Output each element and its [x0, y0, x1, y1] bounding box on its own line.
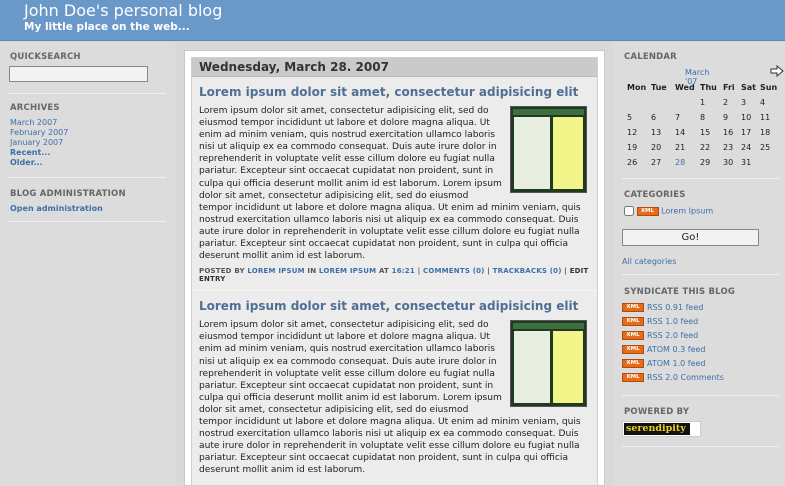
- calendar-day-31: 31: [741, 158, 752, 167]
- calendar-day-25: 25: [760, 143, 771, 152]
- calendar-day-15: 15: [700, 128, 711, 137]
- thumbnail-column: [514, 331, 550, 403]
- weekday-thu: Thu: [700, 83, 717, 92]
- calendar-day-20: 20: [651, 143, 662, 152]
- xml-feed-icon[interactable]: XML: [622, 345, 644, 354]
- thumbnail-sidebar: [553, 331, 583, 403]
- xml-feed-icon[interactable]: XML: [622, 331, 644, 340]
- feed-link-rss-10[interactable]: RSS 1.0 feed: [647, 317, 699, 326]
- xml-feed-icon[interactable]: XML: [637, 207, 659, 216]
- divider: [9, 93, 166, 94]
- admin-heading: BLOG ADMINISTRATION: [10, 189, 126, 199]
- entry-title[interactable]: Lorem ipsum dolor sit amet, consectetur adipisicing elit: [199, 85, 579, 99]
- time-link[interactable]: 16:21: [391, 267, 415, 276]
- xml-feed-icon[interactable]: XML: [622, 359, 644, 368]
- feed-row-rss-20: [622, 331, 698, 340]
- posted-by-label: POSTED BY: [199, 267, 245, 276]
- left-sidebar: [0, 42, 175, 486]
- feed-link-rss-20[interactable]: RSS 2.0 feed: [647, 331, 699, 340]
- entry-text: Lorem ipsum dolor sit amet, consectetur adipisicing elit, sed do eiusmod tempor incididunt ut labore et dolore magna aliqua. Ut enim ad minim veniam, quis nostrud exercitation ullamco laboris nisi ut aliquip ex ea commodo consequat. Duis aute irure dolor in reprehenderit in voluptate velit esse cillum dolore eu fugiat nulla pariatur. Excepteur sint occaecat cupidatat non proident, sunt in culpa qui officia deserunt mollit anim id est laborum. Lorem ipsum dolor sit amet, consectetur adipisicing elit, sed do eiusmod tempor incididunt ut labore et dolore magna aliqua. Ut enim ad minim veniam, quis nostrud exercitation ullamco laboris nisi ut aliquip ex ea commodo consequat. Duis aute irure dolor in reprehenderit in voluptate velit esse cillum dolore eu fugiat nulla pariatur. Excepteur sint occaecat cupidatat non proident, sunt in culpa qui officia deserunt mollit anim id est laborum.: [199, 106, 581, 262]
- syndicate-heading: SYNDICATE THIS BLOG: [624, 287, 736, 297]
- thumbnail-sidebar: [553, 117, 583, 189]
- category-link-lorem-ipsum[interactable]: Lorem Ipsum: [661, 206, 714, 216]
- divider: [622, 446, 779, 447]
- next-month-arrow-icon[interactable]: [770, 65, 784, 77]
- entry-thumbnail[interactable]: [510, 320, 587, 407]
- calendar-day-27: 27: [651, 158, 662, 167]
- blog-entry: [192, 85, 597, 291]
- archive-link-january-2007[interactable]: January 2007: [10, 138, 64, 147]
- thumbnail-header: [513, 109, 584, 115]
- powered-by-heading: POWERED BY: [624, 407, 690, 417]
- trackbacks-link[interactable]: TRACKBACKS (0): [492, 267, 562, 276]
- divider: [9, 221, 166, 222]
- calendar-day-23: 23: [723, 143, 734, 152]
- calendar-day-28[interactable]: 28: [675, 158, 686, 167]
- calendar-day-18: 18: [760, 128, 771, 137]
- blog-subtitle: My little place on the web...: [24, 21, 190, 33]
- footer-separator: |: [417, 267, 421, 276]
- calendar-day-9: 9: [723, 113, 729, 122]
- entry-thumbnail[interactable]: [510, 106, 587, 193]
- date-header: Wednesday, March 28. 2007: [192, 58, 597, 77]
- divider: [9, 177, 166, 178]
- feed-link-rss-091[interactable]: RSS 0.91 feed: [647, 303, 704, 312]
- thumbnail-header: [513, 323, 584, 329]
- calendar-day-16: 16: [723, 128, 734, 137]
- go-button[interactable]: Go!: [622, 229, 759, 246]
- archives-heading: ARCHIVES: [10, 103, 60, 113]
- calendar-month-link[interactable]: March '07: [685, 68, 710, 86]
- divider: [622, 178, 779, 179]
- calendar-day-6: 6: [651, 113, 657, 122]
- weekday-mon: Mon: [627, 83, 647, 92]
- calendar-heading: CALENDAR: [624, 52, 677, 62]
- xml-feed-icon[interactable]: XML: [622, 317, 644, 326]
- calendar-day-3: 3: [741, 98, 747, 107]
- calendar-day-10: 10: [741, 113, 752, 122]
- quicksearch-heading: QUICKSEARCH: [10, 52, 81, 62]
- divider: [622, 274, 779, 275]
- calendar-day-12: 12: [627, 128, 638, 137]
- author-link[interactable]: LOREM IPSUM: [247, 267, 305, 276]
- calendar-day-22: 22: [700, 143, 711, 152]
- right-sidebar: [614, 42, 785, 486]
- thumbnail-column: [514, 117, 550, 189]
- weekday-wed: Wed: [675, 83, 695, 92]
- categories-heading: CATEGORIES: [624, 190, 686, 200]
- feed-link-atom-10[interactable]: ATOM 1.0 feed: [647, 359, 706, 368]
- feed-row-rss-091: [622, 303, 703, 312]
- calendar-day-11: 11: [760, 113, 771, 122]
- feed-row-rss-20-comments: [622, 373, 724, 382]
- serendipity-logo[interactable]: [622, 421, 701, 437]
- archive-link-older[interactable]: Older...: [10, 158, 43, 167]
- calendar-day-5: 5: [627, 113, 633, 122]
- weekday-fri: Fri: [723, 83, 735, 92]
- entry-separator: [192, 290, 597, 291]
- edit-entry-link[interactable]: EDIT ENTRY: [199, 267, 589, 284]
- entry-title[interactable]: Lorem ipsum dolor sit amet, consectetur adipisicing elit: [199, 299, 579, 314]
- calendar-day-26: 26: [627, 158, 638, 167]
- calendar-day-2: 2: [723, 98, 729, 107]
- all-categories-link[interactable]: All categories: [622, 257, 677, 266]
- calendar-day-4: 4: [760, 98, 766, 107]
- footer-separator: |: [564, 267, 568, 276]
- divider: [622, 395, 779, 396]
- blog-entry: [192, 299, 597, 476]
- open-administration-link[interactable]: Open administration: [10, 204, 103, 213]
- calendar-day-21: 21: [675, 143, 686, 152]
- weekday-sun: Sun: [760, 83, 778, 92]
- calendar-day-1: 1: [700, 98, 706, 107]
- calendar-day-7: 7: [675, 113, 681, 122]
- calendar-day-13: 13: [651, 128, 662, 137]
- archive-link-february-2007[interactable]: February 2007: [10, 128, 69, 137]
- archives-list: [10, 118, 68, 168]
- blog-header: [0, 0, 785, 41]
- calendar-day-29: 29: [700, 158, 711, 167]
- calendar-day-14: 14: [675, 128, 686, 137]
- feed-row-rss-10: [622, 317, 698, 326]
- weekday-tue: Tue: [651, 83, 667, 92]
- xml-feed-icon[interactable]: XML: [622, 303, 644, 312]
- entry-footer: [192, 267, 597, 283]
- comments-link[interactable]: COMMENTS (0): [422, 267, 485, 276]
- footer-separator: |: [487, 267, 490, 276]
- archive-link-recent[interactable]: Recent...: [10, 148, 51, 157]
- category-link[interactable]: LOREM IPSUM: [318, 267, 377, 276]
- weekday-sat: Sat: [741, 83, 756, 92]
- category-checkbox[interactable]: [624, 206, 634, 216]
- blog-title[interactable]: John Doe's personal blog: [24, 1, 223, 20]
- archive-link-march-2007[interactable]: March 2007: [10, 118, 58, 127]
- entry-body: [192, 319, 597, 476]
- content-area: [191, 57, 598, 486]
- entry-text: Lorem ipsum dolor sit amet, consectetur adipisicing elit, sed do eiusmod tempor incididunt ut labore et dolore magna aliqua. Ut enim ad minim veniam, quis nostrud exercitation ullamco laboris nisi ut aliquip ex ea commodo consequat. Duis aute irure dolor in reprehenderit in voluptate velit esse cillum dolore eu fugiat nulla pariatur. Excepteur sint occaecat cupidatat non proident, sunt in culpa qui officia deserunt mollit anim id est laborum. Lorem ipsum dolor sit amet, consectetur adipisicing elit, sed do eiusmod tempor incididunt ut labore et dolore magna aliqua. Ut enim ad minim veniam, quis nostrud exercitation ullamco laboris nisi ut aliquip ex ea commodo consequat. Duis aute irure dolor in reprehenderit in voluptate velit esse cillum dolore eu fugiat nulla pariatur. Excepteur sint occaecat cupidatat non proident, sunt in culpa qui officia deserunt mollit anim id est laborum.: [199, 320, 581, 476]
- quicksearch-input[interactable]: [9, 66, 148, 82]
- calendar-day-30: 30: [723, 158, 734, 167]
- xml-feed-icon[interactable]: XML: [622, 373, 644, 382]
- in-label: IN: [307, 267, 317, 276]
- at-label: AT: [378, 267, 389, 276]
- calendar-day-19: 19: [627, 143, 638, 152]
- feed-link-rss-20-comments[interactable]: RSS 2.0 Comments: [647, 373, 724, 382]
- category-row: [624, 206, 713, 216]
- calendar-day-17: 17: [741, 128, 752, 137]
- entry-body: [192, 105, 597, 262]
- feed-row-atom-10: [622, 359, 705, 368]
- feed-row-atom-03: [622, 345, 705, 354]
- calendar-day-8: 8: [700, 113, 706, 122]
- feed-link-atom-03[interactable]: ATOM 0.3 feed: [647, 345, 706, 354]
- calendar-day-24: 24: [741, 143, 752, 152]
- serendipity-logo-text: serendipity: [624, 423, 690, 435]
